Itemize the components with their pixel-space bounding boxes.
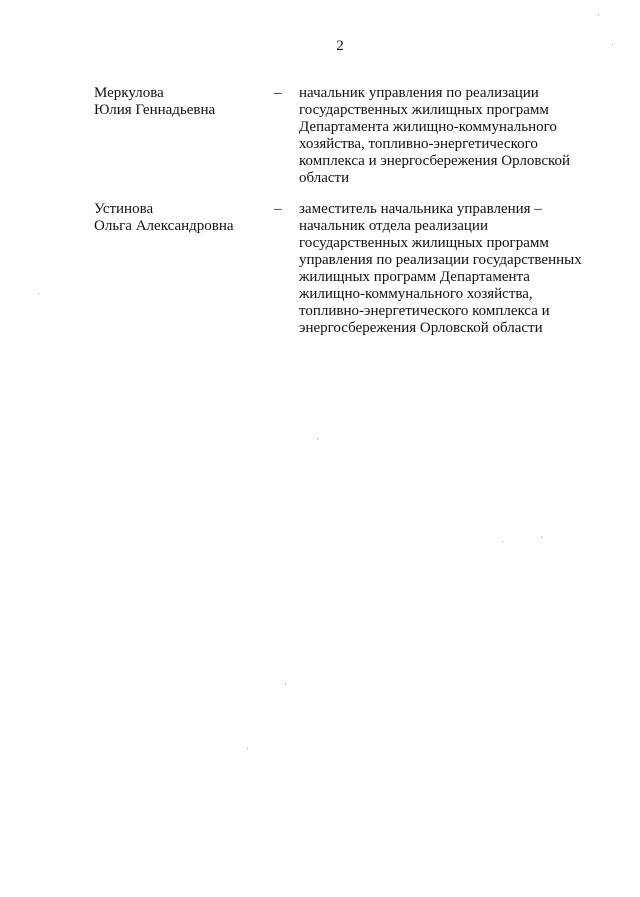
person-given-names: Ольга Александровна xyxy=(94,218,234,234)
person-name xyxy=(94,201,264,235)
scan-speck xyxy=(612,44,613,45)
position-line: управления по реализации государственных xyxy=(299,252,582,268)
position-line: начальник отдела реализации xyxy=(299,218,488,234)
position-line: жилищно-коммунального хозяйства, xyxy=(299,286,533,302)
position-description xyxy=(299,201,599,337)
scan-speck xyxy=(317,438,318,439)
scan-speck xyxy=(598,14,599,15)
position-line: комплекса и энергосбережения Орловской xyxy=(299,153,571,169)
person-name xyxy=(94,85,264,119)
position-line: жилищных программ Департамента xyxy=(299,269,530,285)
page-number: 2 xyxy=(336,38,344,54)
person-surname: Устинова xyxy=(94,201,154,217)
position-line: энергосбережения Орловской области xyxy=(299,320,543,336)
position-line: государственных жилищных программ xyxy=(299,102,549,118)
scan-speck xyxy=(247,748,248,749)
position-line: Департамента жилищно-коммунального xyxy=(299,119,557,135)
person-given-names: Юлия Геннадьевна xyxy=(94,102,216,118)
separator-dash: – xyxy=(274,85,282,101)
position-line: начальник управления по реализации xyxy=(299,85,539,101)
position-line: хозяйства, топливно-энергетического xyxy=(299,136,538,152)
position-line: области xyxy=(299,170,350,186)
position-description xyxy=(299,85,599,187)
position-line: топливно-энергетического комплекса и xyxy=(299,303,550,319)
scan-speck xyxy=(285,683,286,684)
position-line: заместитель начальника управления – xyxy=(299,201,542,217)
separator-dash: – xyxy=(274,201,282,217)
scan-speck xyxy=(502,541,503,542)
scan-speck xyxy=(541,537,542,538)
person-surname: Меркулова xyxy=(94,85,164,101)
position-line: государственных жилищных программ xyxy=(299,235,549,251)
scan-speck xyxy=(38,293,39,294)
